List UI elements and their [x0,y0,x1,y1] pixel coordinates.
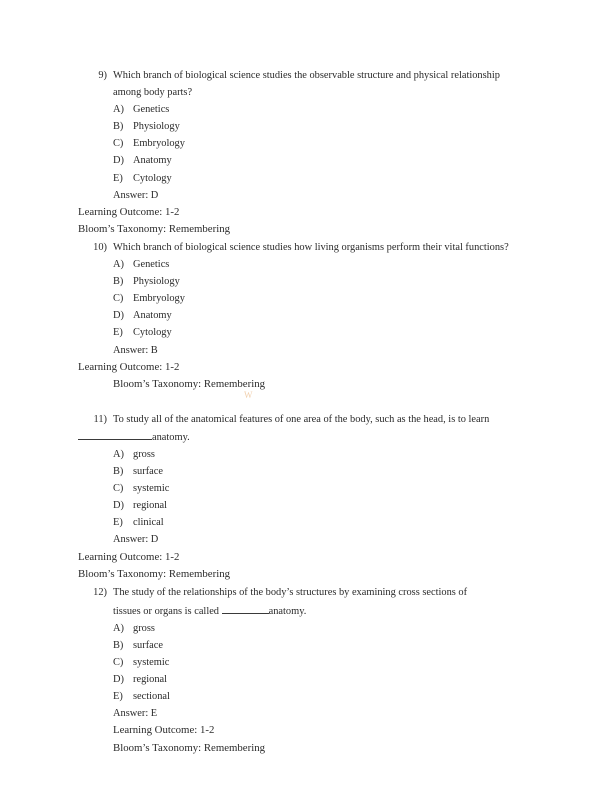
question-10-option-b[interactable] [78,273,515,290]
question-10-option-c[interactable] [78,290,515,307]
question-11-option-e[interactable] [78,514,515,531]
question-12-stem-line2 [78,601,515,620]
option-label: B) [113,276,124,288]
question-10-number: 10) [93,241,107,253]
question-11-learning-outcome: Learning Outcome: 1-2 [78,550,180,563]
option-label: C) [113,293,124,305]
question-11-stem-line2-text: anatomy. [152,431,190,443]
option-label: E) [113,691,123,703]
question-12-learning-outcome: Learning Outcome: 1-2 [113,724,215,737]
question-block-10 [78,239,515,401]
fill-in-blank-underline[interactable] [222,603,269,614]
question-11-option-d[interactable] [78,497,515,514]
question-block-12 [78,584,515,758]
option-text: gross [133,448,155,460]
option-text: sectional [133,691,170,703]
question-12-option-c[interactable] [78,654,515,671]
option-label: C) [113,138,124,150]
question-10-bloom-taxonomy: Bloom’s Taxonomy: Remembering [113,378,265,391]
block-spacer [78,394,515,411]
question-12-option-e[interactable] [78,688,515,705]
question-11-stem-line1: To study all of the anatomical features of one area of the body, such as the head, is to learn [113,413,490,425]
question-10-option-e[interactable] [78,324,515,341]
question-9-stem: Which branch of biological science studies the observable structure and physical relationship among body parts? [113,70,500,99]
question-12-bloom-taxonomy: Bloom’s Taxonomy: Remembering [113,742,265,755]
question-9-head [78,67,515,101]
question-11-stem-line2 [78,428,515,446]
question-12-stem-line2-before: tissues or organs is called [113,605,222,617]
question-block-11 [78,411,515,584]
option-label: B) [113,121,124,133]
question-12-option-a[interactable] [78,620,515,637]
option-label: A) [113,448,124,460]
fill-in-blank-underline[interactable] [78,428,152,440]
option-label: D) [113,310,124,322]
question-9-learning-outcome: Learning Outcome: 1-2 [78,205,180,218]
option-label: C) [113,483,124,495]
option-text: clinical [133,517,164,529]
question-10-bloom-taxonomy-row [78,376,515,401]
question-11-option-c[interactable] [78,480,515,497]
question-10-learning-outcome: Learning Outcome: 1-2 [78,360,180,373]
question-11-bloom-taxonomy: Bloom’s Taxonomy: Remembering [78,568,230,581]
option-label: C) [113,657,124,669]
question-11-answer: Answer: D [113,534,159,546]
option-label: A) [113,622,124,634]
question-11-number: 11) [93,413,107,425]
option-text: regional [133,674,168,686]
option-label: A) [113,259,124,271]
option-label: A) [113,104,124,116]
option-text: Embryology [133,293,185,305]
question-12-number: 12) [93,586,107,598]
question-10-stem: Which branch of biological science studies how living organisms perform their vital functions? [113,241,509,253]
option-label: D) [113,674,124,686]
option-text: Embryology [133,138,185,150]
question-10-head [78,239,515,256]
question-9-bloom-taxonomy: Bloom’s Taxonomy: Remembering [78,223,230,236]
option-text: regional [133,500,168,512]
scan-watermark-artifact: W [244,390,253,401]
question-10-answer: Answer: B [113,344,158,356]
question-9-option-e[interactable] [78,170,515,187]
question-11-option-a[interactable] [78,446,515,463]
option-text: surface [133,466,163,478]
question-9-option-b[interactable] [78,118,515,135]
option-text: Anatomy [133,310,172,322]
option-text: gross [133,622,155,634]
question-9-option-a[interactable] [78,101,515,118]
option-label: E) [113,327,123,339]
option-text: systemic [133,483,170,495]
question-11-option-b[interactable] [78,463,515,480]
question-10-option-d[interactable] [78,307,515,324]
option-text: surface [133,640,163,651]
option-label: B) [113,640,124,651]
question-12-answer: Answer: E [113,708,158,720]
option-text: Anatomy [133,155,172,167]
question-10-option-a[interactable] [78,256,515,273]
question-12-stem-line1: The study of the relationships of the body’s structures by examining cross sections of [113,586,468,598]
option-label: B) [113,466,124,478]
question-12-head [78,584,515,601]
option-text: Cytology [133,327,172,339]
option-text: Physiology [133,121,180,133]
question-9-answer: Answer: D [113,189,159,201]
option-label: E) [113,172,123,184]
question-block-9 [78,67,515,239]
option-text: Cytology [133,172,172,184]
option-text: Physiology [133,276,180,288]
option-label: D) [113,155,124,167]
question-12-option-b[interactable] [78,637,515,654]
option-text: systemic [133,657,170,669]
option-text: Genetics [133,259,170,271]
option-label: D) [113,500,124,512]
question-9-number: 9) [98,70,107,81]
question-9-option-c[interactable] [78,135,515,152]
question-9-option-d[interactable] [78,152,515,169]
question-12-stem-line2-after: anatomy. [268,605,307,617]
option-text: Genetics [133,104,170,116]
question-11-head [78,411,515,428]
option-label: E) [113,517,123,529]
question-12-option-d[interactable] [78,671,515,688]
